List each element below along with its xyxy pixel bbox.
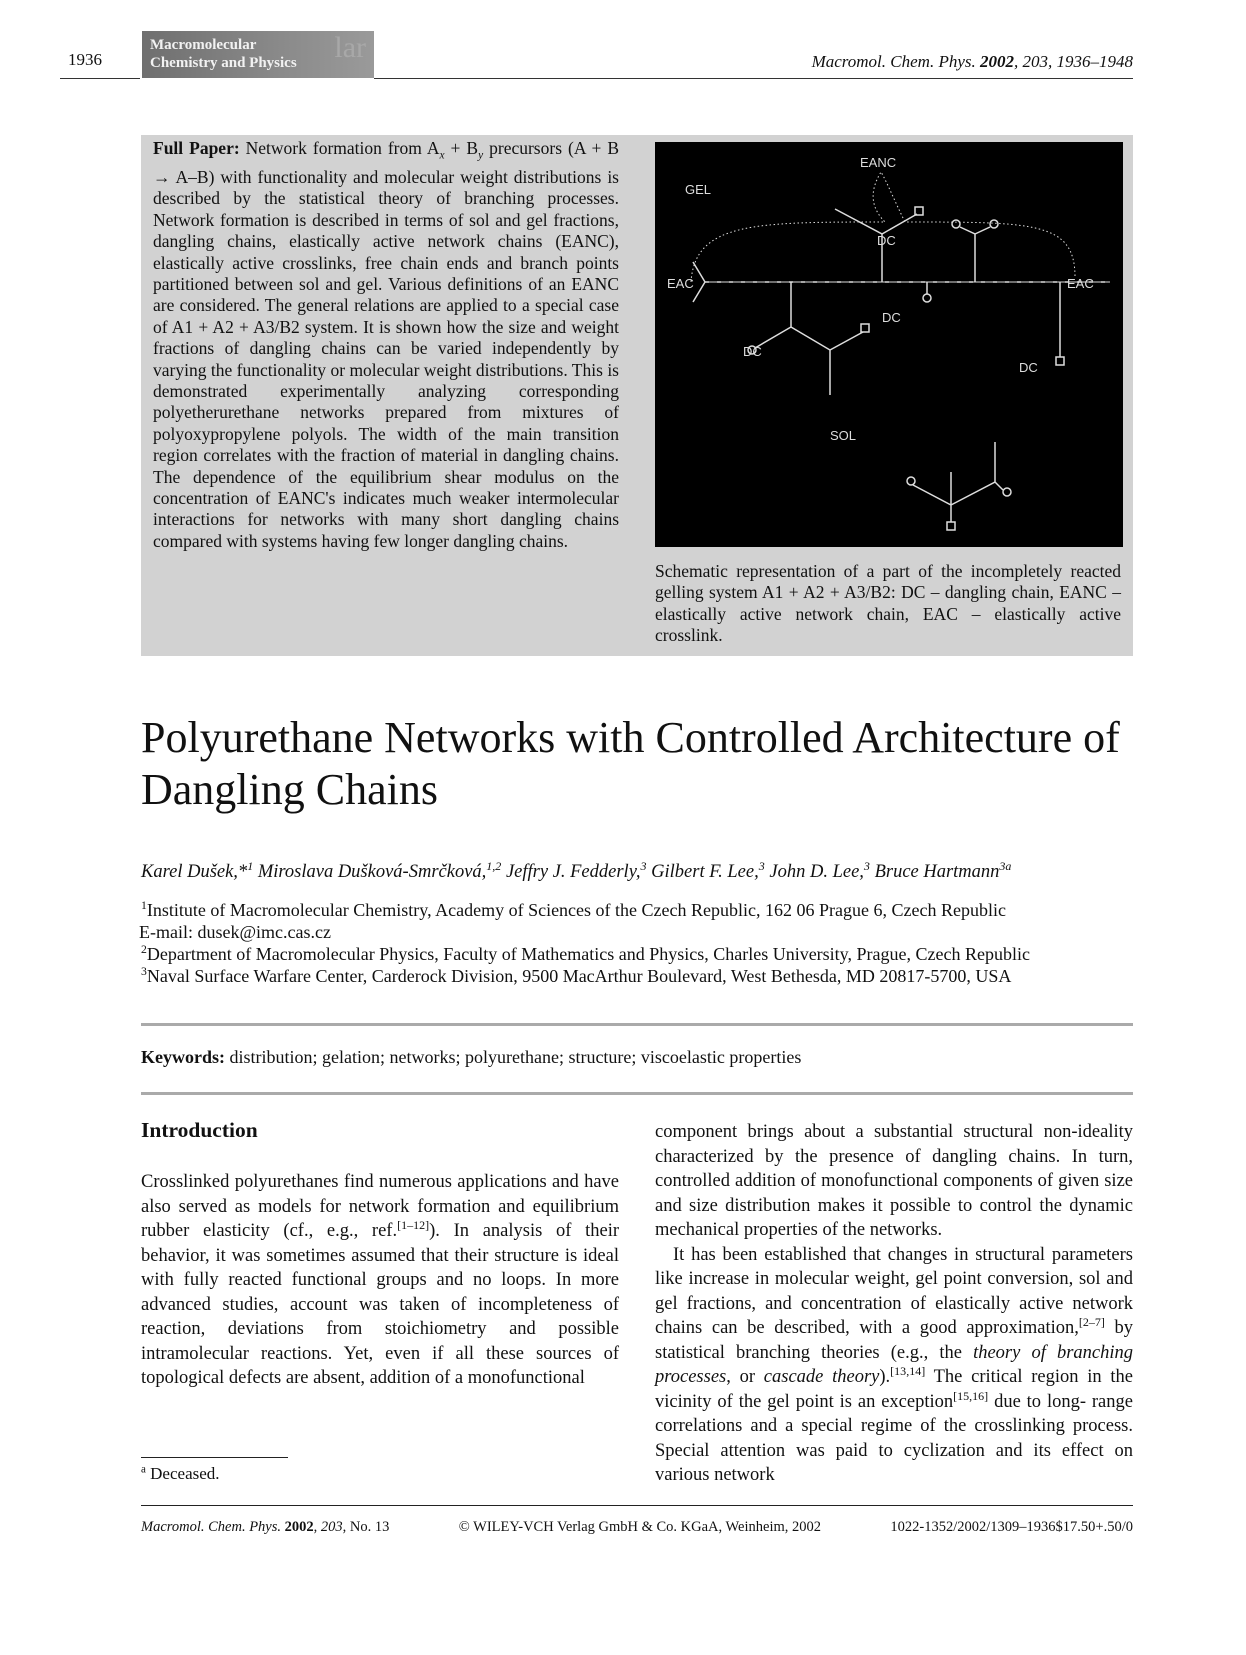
abstract-text bbox=[153, 138, 619, 552]
text-run: theory of branching processes bbox=[655, 1342, 1134, 1387]
text-run: It has been established that changes in structural parameters like increase in molecular weight, gel point conversion, sol and gel fractions, and concentration of elastically active network chains can be described, with a good approximation, bbox=[655, 1244, 1133, 1338]
superscript: 3 bbox=[141, 965, 147, 978]
header-rule bbox=[374, 78, 1133, 79]
text-run: precursors (A + B → A–B) with functionality and molecular weight distributions is described by the statistical theory of branching processes. Network formation is described in terms of sol and gel fractions, dangling chains, elastically active network chains (EANC), elastically active crosslinks, free chain ends and branch points partitioned between sol and gel. Various definitions of an EANC are considered. The general relations are applied to a special case of A1 + A2 + A3/B2 system. It is shown how the size and weight fractions of dangling chains can be varied independently by varying the functionality or molecular weight distributions. This is demonstrated experimentally analyzing corresponding polyetherurethane networks prepared from mixtures of polyoxypropylene polyols. The width of the main transition region correlates with the fraction of material in dangling chains. The dependence of the equilibrium shear modulus on the concentration of EANC's indicates much weaker intermolecular interactions for networks with many short dangling chains compared with systems having few longer dangling chains. bbox=[153, 138, 619, 551]
text-run: , 1936–1948 bbox=[1048, 52, 1133, 71]
journal-logo: Macromolecular Chemistry and Physics lar bbox=[142, 31, 374, 78]
text-run: + B bbox=[444, 138, 479, 158]
label-dc: DC bbox=[743, 344, 762, 359]
text-run: Naval Surface Warfare Center, Carderock Division, 9500 MacArthur Boulevard, West Bethesda, MD 20817-5700, USA bbox=[146, 966, 1012, 986]
text-run: E-mail: dusek@imc.cas.cz bbox=[139, 922, 332, 942]
section-heading: Introduction bbox=[141, 1118, 258, 1142]
abstract-box bbox=[141, 135, 1133, 656]
text-run: , bbox=[313, 1519, 321, 1535]
figure-caption bbox=[655, 561, 1121, 647]
label-eanc: EANC bbox=[860, 155, 897, 170]
text-run: Bruce Hartmann bbox=[869, 862, 1000, 882]
schematic-figure bbox=[655, 142, 1123, 547]
header-rule bbox=[60, 78, 140, 79]
text-run: ). In analysis of their behavior, it was sometimes assumed that their structure is ideal with fully reacted functional groups and no loops. In more advanced studies, account was taken of incompleteness of reaction, deviations from stoichiometry and possible intramolecular reactions. Yet, even if all these sources of topological defects are absent, addition of a monofunctional bbox=[141, 1221, 619, 1388]
text-run: 203 bbox=[1022, 52, 1048, 71]
page-footer bbox=[141, 1519, 1133, 1536]
superscript: 3 bbox=[640, 858, 647, 873]
affiliation-email bbox=[139, 922, 331, 943]
label-dc: DC bbox=[1019, 360, 1038, 375]
text-run: Crosslinked polyurethanes find numerous applications and have also served as models for network formation and equilibrium rubber elasticity (cf., e.g., ref. bbox=[141, 1172, 619, 1241]
text-run: John D. Lee, bbox=[764, 862, 864, 882]
label-dc: DC bbox=[877, 233, 896, 248]
text-run: due to long- range correlations and a special regime of the crosslinking process. Special attention was paid to cyclization and its effect on various network bbox=[655, 1391, 1133, 1485]
body-column-left bbox=[141, 1170, 619, 1391]
affiliation bbox=[141, 944, 1030, 965]
superscript: [15,16] bbox=[953, 1388, 989, 1403]
text-run: Full Paper: bbox=[153, 138, 240, 158]
page-number: 1936 bbox=[68, 50, 102, 69]
paragraph bbox=[655, 1120, 1133, 1243]
text-run: © WILEY-VCH Verlag GmbH & Co. KGaA, Weinheim, 2002 bbox=[458, 1519, 822, 1535]
label-sol: SOL bbox=[830, 428, 857, 443]
running-head bbox=[812, 52, 1133, 72]
label-eac: EAC bbox=[1067, 276, 1094, 291]
text-run: y bbox=[478, 149, 484, 162]
text-run: Macromol. Chem. Phys. bbox=[141, 1519, 285, 1535]
text-run: 1022-1352/2002/1309–1936$17.50+.50/0 bbox=[890, 1519, 1133, 1535]
paper-title: Polyurethane Networks with Controlled Architecture of Dangling Chains bbox=[141, 713, 1120, 814]
footer-issn bbox=[890, 1519, 1133, 1536]
superscript: 2 bbox=[141, 943, 147, 956]
section-rule bbox=[141, 1023, 1133, 1026]
label-eac: EAC bbox=[667, 276, 694, 291]
text-run: Deceased. bbox=[145, 1464, 220, 1483]
superscript: 3 bbox=[863, 858, 870, 873]
text-run: x bbox=[439, 149, 445, 162]
footnote-rule bbox=[141, 1457, 288, 1458]
text-run: distribution; gelation; networks; polyurethane; structure; viscoelastic properties bbox=[225, 1047, 802, 1067]
superscript: 1 bbox=[247, 858, 254, 873]
text-run: , or bbox=[726, 1367, 764, 1387]
network-schematic bbox=[655, 142, 1123, 547]
superscript: [13,14] bbox=[890, 1363, 926, 1378]
footer-rule bbox=[141, 1505, 1133, 1506]
superscript: 1 bbox=[141, 899, 147, 912]
text-run: Jeffry J. Fedderly, bbox=[501, 862, 641, 882]
superscript: [1–12] bbox=[397, 1217, 430, 1232]
text-run: Network formation from A bbox=[239, 138, 440, 158]
text-run: 2002 bbox=[284, 1519, 314, 1535]
text-run: Gilbert F. Lee, bbox=[646, 862, 759, 882]
keywords bbox=[141, 1047, 801, 1068]
affiliation bbox=[141, 966, 1011, 987]
author-list bbox=[141, 858, 1012, 883]
text-run: by statistical branching theories (e.g., the bbox=[655, 1318, 1133, 1363]
superscript: 1,2 bbox=[486, 858, 502, 873]
label-dc: DC bbox=[882, 310, 901, 325]
logo-line: Macromolecular bbox=[150, 37, 257, 53]
superscript: a bbox=[141, 1463, 146, 1476]
logo-line: Chemistry and Physics bbox=[150, 55, 297, 71]
text-run: , No. 13 bbox=[342, 1519, 390, 1535]
text-run: component brings about a substantial structural non-ideality characterized by the presence of dangling chains. In turn, controlled addition of monofunctional components of given size and size distribution makes it possible to control the dynamic mechanical properties of the networks. bbox=[655, 1122, 1133, 1240]
body-column-right bbox=[655, 1120, 1133, 1488]
superscript: 3 bbox=[758, 858, 765, 873]
text-run: Karel Dušek,* bbox=[141, 862, 248, 882]
superscript: [2–7] bbox=[1078, 1314, 1105, 1329]
text-run: 2002 bbox=[980, 52, 1014, 71]
text-run: cascade theory bbox=[763, 1367, 880, 1387]
label-gel: GEL bbox=[685, 182, 712, 197]
footer-copyright bbox=[459, 1519, 821, 1536]
text-run: Schematic representation of a part of the incompletely reacted gelling system A1 + A2 + A3/B2: DC – dangling chain, EANC – elastically active network chain, EAC – elastically active crosslink. bbox=[655, 561, 1121, 646]
text-run: , bbox=[1014, 52, 1023, 71]
text-run: Institute of Macromolecular Chemistry, Academy of Sciences of the Czech Republic, 162 06 Prague 6, Czech Republic bbox=[146, 900, 1006, 920]
text-run: Macromol. Chem. Phys. bbox=[811, 52, 980, 71]
text-run: The critical region in the vicinity of the gel point is an exception bbox=[655, 1367, 1133, 1412]
text-run: 203 bbox=[320, 1519, 343, 1535]
affiliation bbox=[141, 900, 1006, 921]
paragraph bbox=[655, 1243, 1133, 1488]
text-run: ). bbox=[879, 1367, 891, 1387]
superscript: 3a bbox=[999, 858, 1012, 873]
footnote bbox=[141, 1464, 220, 1484]
paragraph bbox=[141, 1170, 619, 1391]
footer-citation bbox=[141, 1519, 389, 1536]
section-rule bbox=[141, 1092, 1133, 1095]
text-run: Keywords: bbox=[141, 1047, 225, 1067]
text-run: Department of Macromolecular Physics, Faculty of Mathematics and Physics, Charles University, Prague, Czech Republic bbox=[146, 944, 1030, 964]
text-run: Miroslava Dušková-Smrčková, bbox=[253, 862, 487, 882]
